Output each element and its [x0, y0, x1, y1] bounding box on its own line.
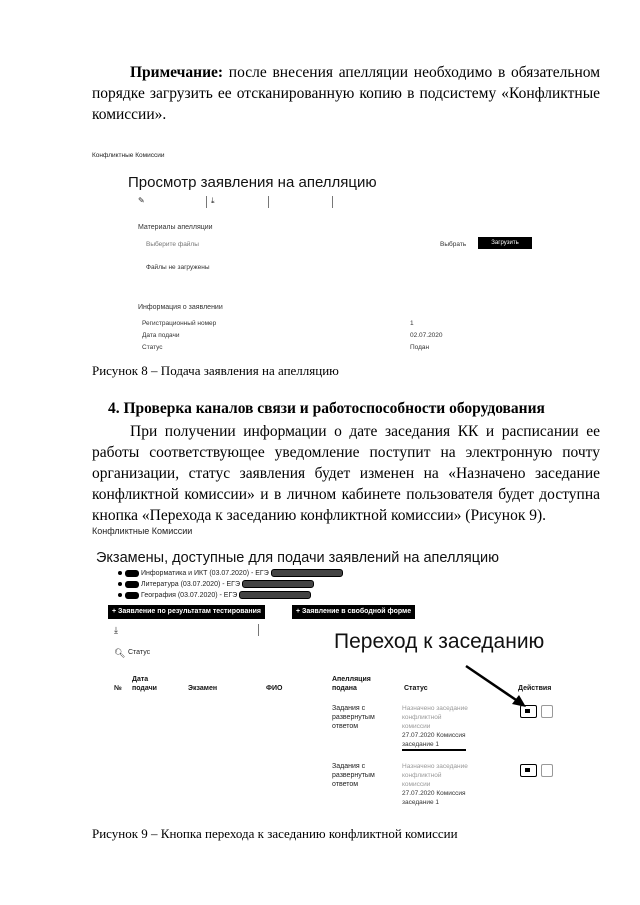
column-header-fio: ФИО [266, 685, 283, 692]
toolbar-divider [206, 196, 207, 208]
download-icon[interactable]: ⤓ [211, 196, 215, 205]
annotation-overlay: Переход к заседанию [334, 630, 545, 653]
exam-label: Литература (03.07.2020) - ЕГЭ [141, 580, 241, 588]
column-header-actions: Действия [518, 685, 552, 692]
toolbar-divider [268, 196, 269, 208]
exam-label: География (03.07.2020) - ЕГЭ [141, 591, 238, 599]
page-title: Просмотр заявления на апелляцию [128, 174, 377, 191]
upload-button[interactable]: Загрузить [478, 237, 532, 249]
meeting-link[interactable]: 27.07.2020 Комиссия заседание 1 [402, 731, 466, 751]
video-call-icon[interactable] [520, 764, 537, 777]
page-title: Экзамены, доступные для подачи заявлений на апелляцию [96, 550, 499, 566]
search-icon: 🔍︎ [114, 648, 126, 658]
download-icon[interactable]: ⤓ [114, 625, 118, 635]
view-icon[interactable] [541, 705, 553, 718]
appeal-free-button[interactable]: + Заявление в свободной форме [292, 605, 415, 619]
note-label: Примечание: [130, 64, 224, 81]
table-cell-status: Назначено заседание конфликтной комиссии [402, 705, 468, 730]
file-input[interactable]: Выберите файлы [146, 241, 199, 248]
video-call-icon[interactable] [520, 705, 537, 718]
toolbar-divider [332, 196, 333, 208]
info-label: Дата подачи [142, 332, 180, 339]
exam-label: Информатика и ИКТ (03.07.2020) - ЕГЭ [141, 569, 269, 577]
column-header-date: Дата подачи [132, 676, 157, 692]
figure-8-caption: Рисунок 8 – Подача заявления на апелляцию [92, 363, 339, 378]
info-heading: Информация о заявлении [138, 304, 223, 311]
choose-button[interactable]: Выбрать [440, 241, 467, 248]
column-header-exam: Экзамен [188, 685, 218, 692]
edit-icon[interactable]: ✎ [138, 196, 145, 205]
no-files-text: Файлы не загружены [146, 264, 210, 271]
appeal-test-button[interactable]: + Заявление по результатам тестирования [108, 605, 265, 619]
app-name: Конфликтные Комиссии [92, 152, 165, 159]
figure-9-screenshot [86, 524, 586, 824]
table-cell-appeal: Задания с развернутым ответом [332, 763, 375, 788]
column-header-status: Статус [404, 685, 428, 692]
materials-heading: Материалы апелляции [138, 224, 213, 231]
note-paragraph [92, 62, 600, 125]
table-cell-appeal: Задания с развернутым ответом [332, 705, 375, 730]
view-icon[interactable] [541, 764, 553, 777]
info-value: 1 [410, 320, 414, 327]
figure-9-caption: Рисунок 9 – Кнопка перехода к заседанию конфликтной комиссии [92, 826, 458, 841]
info-value: Подан [410, 344, 430, 351]
note-text: после внесения апелляции необходимо в обязательном порядке загрузить ее отсканированную копию в подсистему «Конфликтные комиссии». [92, 64, 600, 123]
column-header-appeal: Апелляция подана [332, 676, 371, 692]
column-header-num: № [114, 685, 122, 692]
app-name: Конфликтные Комиссии [92, 526, 193, 536]
info-label: Регистрационный номер [142, 320, 217, 327]
status-filter[interactable]: Статус [128, 649, 151, 656]
meeting-link[interactable]: 27.07.2020 Комиссия заседание 1 [402, 790, 466, 806]
table-cell-status: Назначено заседание конфликтной комиссии [402, 763, 468, 788]
figure-8-screenshot [88, 150, 548, 382]
info-value: 02.07.2020 [410, 332, 443, 339]
info-label: Статус [142, 344, 163, 351]
section-heading: 4. Проверка каналов связи и работоспособности оборудования [108, 400, 545, 417]
section-paragraph: При получении информации о дате заседания КК и расписании ее работы соответствующее уведомление поступит на электронную почту организации, статус заявления будет изменен на «Назначено заседание конфликтной комиссии» и в личном кабинете пользователя будет доступна кнопка «Перехода к заседанию конфликтной комиссии» (Рисунок 9). [92, 423, 600, 524]
